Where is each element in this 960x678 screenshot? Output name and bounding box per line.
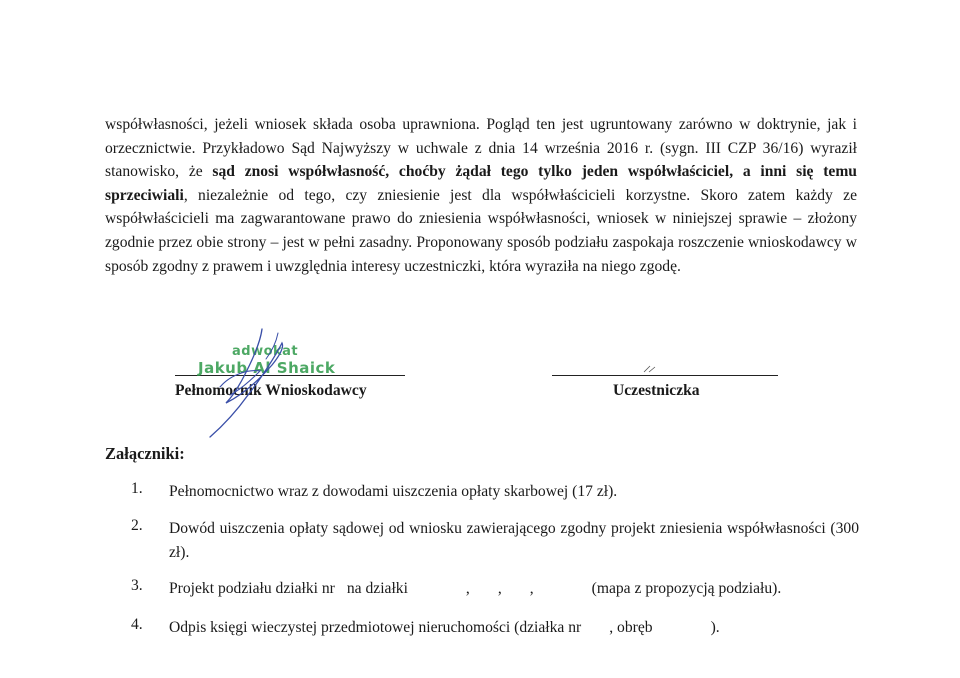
attachments-heading: Załączniki:	[105, 444, 185, 463]
list-item-number: 3.	[131, 577, 143, 594]
signature-line-right	[552, 375, 778, 376]
list-item-number: 2.	[131, 517, 143, 534]
signature-label-participant: Uczestniczka	[613, 382, 700, 399]
paragraph-text-start: współwłasności, jeżeli wniosek składa osoba uprawniona. Pogląd ten jest ugruntowany zarówno w doktrynie, jak i orzecznictwie. Przykładowo Sąd Najwyższy w uchwale z dnia 14 września 2016 r. (sygn. III CZP 36/16) wyraził stanowisko, że	[105, 116, 857, 181]
stamp-name: Jakub Al Shaick	[198, 359, 336, 377]
signature-tick-mark	[640, 364, 660, 374]
list-item-number: 4.	[131, 616, 143, 633]
item4-text-a: Odpis księgi wieczystej przedmiotowej nieruchomości (działka nr	[169, 619, 582, 636]
item4-text-c: ).	[710, 619, 720, 636]
list-item-text	[169, 616, 859, 640]
item4-text-b: , obręb	[609, 619, 653, 636]
item3-sep-2: ,	[497, 580, 502, 597]
list-item-text	[169, 577, 859, 601]
item3-sep-3: ,	[529, 580, 534, 597]
argument-paragraph	[105, 113, 857, 278]
list-item-text: Pełnomocnictwo wraz z dowodami uiszczenia opłaty skarbowej (17 zł).	[169, 483, 618, 500]
item3-text-c: (mapa z propozycją podziału).	[591, 580, 782, 597]
handwritten-signature	[190, 325, 320, 440]
stamp-title: adwokat	[232, 344, 299, 359]
list-item-text: Dowód uiszczenia opłaty sądowej od wniosku zawierającego zgodny projekt zniesienia współwłasności (300 zł).	[169, 520, 859, 561]
signature-label-attorney: Pełnomocnik Wnioskodawcy	[175, 382, 367, 399]
item3-text-a: Projekt podziału działki nr	[169, 580, 335, 597]
paragraph-text-end: , niezależnie od tego, czy zniesienie jest dla współwłaścicieli korzystne. Skoro zatem każdy ze współwłaścicieli ma zagwarantowane prawo do zniesienia współwłasności, wniosek w niniejszej sprawie – złożony zgodnie przez obie strony – jest w pełni zasadny. Proponowany sposób podziału zaspokaja roszczenie wnioskodawcy w sposób zgodny z prawem i uwzględnia interesy uczestniczki, która wyraziła na niego zgodę.	[105, 186, 857, 275]
list-item-number: 1.	[131, 480, 143, 497]
item3-sep-1: ,	[465, 580, 470, 597]
paragraph-bold-quote: sąd znosi współwłasność, choćby żądał tego tylko jeden współwłaściciel, a inni się temu sprzeciwiali	[105, 163, 857, 204]
item3-text-b: na działki	[346, 580, 408, 597]
